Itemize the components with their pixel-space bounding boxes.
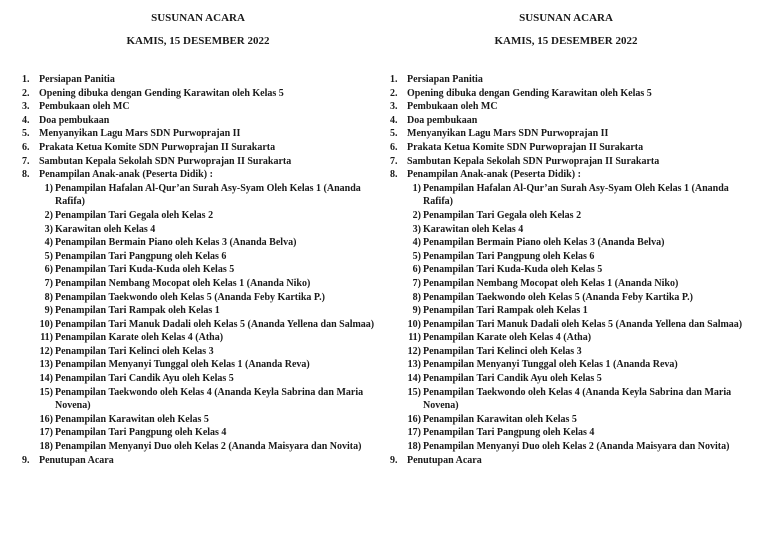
- agenda-item: [382, 73, 750, 87]
- subitem-text: Karawitan oleh Kelas 4: [55, 223, 156, 235]
- subitem-text: Penampilan Tari Manuk Dadali oleh Kelas 5 (Ananda Yellena dan Salmaa): [423, 318, 743, 330]
- agenda-item: [14, 155, 382, 169]
- subitem-number: 11): [408, 332, 421, 344]
- performance-item: [39, 236, 382, 250]
- performance-item: [407, 182, 750, 209]
- subitem-text: Penampilan Tari Candik Ayu oleh Kelas 5: [423, 373, 602, 385]
- document-date: KAMIS, 15 DESEMBER 2022: [494, 35, 638, 47]
- item-text: Doa pembukaan: [407, 114, 478, 126]
- performance-item: [407, 413, 750, 427]
- performance-item: [39, 318, 382, 332]
- performance-item: [407, 209, 750, 223]
- performance-item: [407, 358, 750, 372]
- subitem-number: 10): [39, 318, 53, 330]
- performance-item: [407, 223, 750, 237]
- agenda-item: [14, 100, 382, 114]
- agenda-item: [14, 141, 382, 155]
- subitem-text: Penampilan Hafalan Al-Qur’an Surah Asy-Syam Oleh Kelas 1 (Ananda Rafifa): [55, 182, 361, 208]
- agenda-item: [14, 114, 382, 128]
- item-number: 7.: [22, 155, 30, 167]
- subitem-text: Penampilan Taekwondo oleh Kelas 5 (Ananda Feby Kartika P.): [423, 291, 693, 303]
- performance-item: [39, 345, 382, 359]
- performance-item: [39, 209, 382, 223]
- subitem-text: Penampilan Tari Kuda-Kuda oleh Kelas 5: [423, 264, 603, 276]
- subitem-number: 10): [407, 318, 421, 330]
- agenda-item: [14, 127, 382, 141]
- performance-item: [407, 372, 750, 386]
- subitem-text: Penampilan Tari Pangpung oleh Kelas 4: [55, 427, 227, 439]
- subitem-number: 9): [44, 305, 53, 317]
- subitem-number: 16): [407, 413, 421, 425]
- subitem-text: Penampilan Nembang Mocopat oleh Kelas 1 (Ananda Niko): [423, 277, 679, 289]
- item-text: Sambutan Kepala Sekolah SDN Purwoprajan II Surakarta: [39, 155, 292, 167]
- agenda-list: [382, 73, 750, 467]
- subitem-number: 14): [407, 373, 421, 385]
- agenda-item: [382, 127, 750, 141]
- item-text: Sambutan Kepala Sekolah SDN Purwoprajan II Surakarta: [407, 155, 660, 167]
- item-number: 3.: [22, 101, 30, 113]
- performance-item: [407, 318, 750, 332]
- performance-item: [407, 277, 750, 291]
- subitem-number: 4): [412, 237, 421, 249]
- subitem-number: 6): [44, 264, 53, 276]
- item-number: 8.: [22, 169, 30, 181]
- item-text: Menyanyikan Lagu Mars SDN Purwoprajan II: [407, 128, 609, 140]
- performance-item: [407, 386, 750, 413]
- subitem-number: 8): [44, 291, 53, 303]
- subitem-text: Penampilan Tari Rampak oleh Kelas 1: [423, 305, 588, 317]
- subitem-text: Penampilan Taekwondo oleh Kelas 4 (Ananda Keyla Sabrina dan Maria Novena): [423, 386, 732, 412]
- subitem-text: Penampilan Menyanyi Duo oleh Kelas 2 (Ananda Maisyara dan Novita): [423, 441, 730, 453]
- performance-item: [407, 426, 750, 440]
- subitem-text: Penampilan Tari Candik Ayu oleh Kelas 5: [55, 373, 234, 385]
- subitem-number: 6): [412, 264, 421, 276]
- item-number: 6.: [22, 141, 30, 153]
- item-text: Penutupan Acara: [39, 454, 114, 466]
- subitem-text: Penampilan Nembang Mocopat oleh Kelas 1 (Ananda Niko): [55, 277, 311, 289]
- item-number: 1.: [22, 74, 30, 85]
- subitem-number: 13): [407, 359, 421, 371]
- item-number: 5.: [22, 128, 30, 140]
- performance-item: [39, 440, 382, 454]
- performance-item: [39, 372, 382, 386]
- performance-item: [39, 358, 382, 372]
- agenda-item: [14, 168, 382, 453]
- performance-item: [407, 304, 750, 318]
- item-text: Pembukaan oleh MC: [407, 101, 498, 113]
- item-text: Persiapan Panitia: [407, 74, 483, 85]
- subitem-text: Penampilan Tari Pangpung oleh Kelas 6: [423, 250, 595, 262]
- item-text: Opening dibuka dengan Gending Karawitan oleh Kelas 5: [39, 87, 284, 99]
- subitem-number: 15): [407, 386, 421, 398]
- subitem-number: 14): [39, 373, 53, 385]
- subitem-number: 11): [40, 332, 53, 344]
- item-number: 9.: [390, 454, 398, 466]
- performance-list: [39, 182, 382, 454]
- subitem-number: 12): [39, 345, 53, 357]
- subitem-number: 16): [39, 413, 53, 425]
- subitem-number: 3): [412, 223, 421, 235]
- item-number: 2.: [390, 87, 398, 99]
- performance-item: [39, 413, 382, 427]
- subitem-text: Penampilan Tari Pangpung oleh Kelas 4: [423, 427, 595, 439]
- subitem-number: 7): [44, 277, 53, 289]
- subitem-text: Penampilan Bermain Piano oleh Kelas 3 (Ananda Belva): [55, 237, 297, 249]
- subitem-number: 18): [39, 441, 53, 453]
- subitem-number: 4): [44, 237, 53, 249]
- performance-item: [39, 291, 382, 305]
- item-number: 9.: [22, 454, 30, 466]
- agenda-item: [382, 114, 750, 128]
- subitem-number: 17): [39, 427, 53, 439]
- agenda-item: [382, 454, 750, 468]
- performance-item: [39, 277, 382, 291]
- subitem-text: Penampilan Taekwondo oleh Kelas 4 (Ananda Keyla Sabrina dan Maria Novena): [55, 386, 364, 412]
- subitem-number: 3): [44, 223, 53, 235]
- subitem-text: Penampilan Tari Pangpung oleh Kelas 6: [55, 250, 227, 262]
- performance-item: [39, 331, 382, 345]
- item-number: 7.: [390, 155, 398, 167]
- subitem-text: Penampilan Tari Kuda-Kuda oleh Kelas 5: [55, 264, 235, 276]
- subitem-text: Penampilan Menyanyi Tunggal oleh Kelas 1 (Ananda Reva): [423, 359, 678, 371]
- item-text: Doa pembukaan: [39, 114, 110, 126]
- subitem-number: 5): [44, 250, 53, 262]
- subitem-text: Penampilan Menyanyi Tunggal oleh Kelas 1 (Ananda Reva): [55, 359, 310, 371]
- performance-item: [39, 426, 382, 440]
- document-title: SUSUNAN ACARA: [519, 12, 613, 24]
- agenda-item: [382, 155, 750, 169]
- subitem-text: Penampilan Bermain Piano oleh Kelas 3 (Ananda Belva): [423, 237, 665, 249]
- subitem-text: Karawitan oleh Kelas 4: [423, 223, 524, 235]
- performance-item: [407, 440, 750, 454]
- subitem-number: 1): [412, 182, 421, 194]
- document-date: KAMIS, 15 DESEMBER 2022: [126, 35, 270, 47]
- document-title: SUSUNAN ACARA: [151, 12, 245, 24]
- agenda-item: [382, 168, 750, 453]
- agenda-item: [14, 454, 382, 468]
- performance-item: [39, 263, 382, 277]
- subitem-text: Penampilan Karate oleh Kelas 4 (Atha): [55, 332, 224, 344]
- subitem-number: 2): [44, 209, 53, 221]
- item-text: Penampilan Anak-anak (Peserta Didik) :: [39, 169, 213, 181]
- performance-item: [39, 386, 382, 413]
- agenda-item: [14, 73, 382, 87]
- item-text: Persiapan Panitia: [39, 74, 115, 85]
- agenda-item: [382, 87, 750, 101]
- performance-item: [407, 236, 750, 250]
- subitem-text: Penampilan Tari Kelinci oleh Kelas 3: [423, 345, 582, 357]
- subitem-number: 18): [407, 441, 421, 453]
- subitem-number: 7): [412, 277, 421, 289]
- performance-item: [407, 291, 750, 305]
- item-number: 6.: [390, 141, 398, 153]
- item-number: 5.: [390, 128, 398, 140]
- subitem-number: 5): [412, 250, 421, 262]
- item-number: 4.: [390, 114, 398, 126]
- performance-item: [407, 345, 750, 359]
- item-text: Pembukaan oleh MC: [39, 101, 130, 113]
- subitem-text: Penampilan Tari Gegala oleh Kelas 2: [55, 209, 214, 221]
- subitem-text: Penampilan Tari Kelinci oleh Kelas 3: [55, 345, 214, 357]
- item-number: 3.: [390, 101, 398, 113]
- item-number: 2.: [22, 87, 30, 99]
- agenda-item: [382, 141, 750, 155]
- item-text: Opening dibuka dengan Gending Karawitan oleh Kelas 5: [407, 87, 652, 99]
- subitem-number: 2): [412, 209, 421, 221]
- item-text: Prakata Ketua Komite SDN Purwoprajan II Surakarta: [407, 141, 644, 153]
- performance-item: [39, 250, 382, 264]
- subitem-text: Penampilan Tari Rampak oleh Kelas 1: [55, 305, 220, 317]
- performance-item: [39, 304, 382, 318]
- item-text: Penampilan Anak-anak (Peserta Didik) :: [407, 169, 581, 181]
- agenda-item: [14, 87, 382, 101]
- agenda-list: [14, 73, 382, 467]
- item-text: Penutupan Acara: [407, 454, 482, 466]
- performance-item: [407, 263, 750, 277]
- subitem-number: 9): [412, 305, 421, 317]
- subitem-number: 13): [39, 359, 53, 371]
- subitem-number: 12): [407, 345, 421, 357]
- performance-list: [407, 182, 750, 454]
- item-text: Menyanyikan Lagu Mars SDN Purwoprajan II: [39, 128, 241, 140]
- subitem-text: Penampilan Karate oleh Kelas 4 (Atha): [423, 332, 592, 344]
- subitem-number: 17): [407, 427, 421, 439]
- subitem-number: 8): [412, 291, 421, 303]
- subitem-text: Penampilan Tari Gegala oleh Kelas 2: [423, 209, 582, 221]
- subitem-text: Penampilan Karawitan oleh Kelas 5: [55, 413, 209, 425]
- subitem-text: Penampilan Karawitan oleh Kelas 5: [423, 413, 577, 425]
- agenda-item: [382, 100, 750, 114]
- item-number: 4.: [22, 114, 30, 126]
- performance-item: [39, 182, 382, 209]
- performance-item: [407, 331, 750, 345]
- subitem-number: 15): [39, 386, 53, 398]
- performance-item: [407, 250, 750, 264]
- performance-item: [39, 223, 382, 237]
- subitem-text: Penampilan Menyanyi Duo oleh Kelas 2 (Ananda Maisyara dan Novita): [55, 441, 362, 453]
- subitem-number: 1): [44, 182, 53, 194]
- item-number: 1.: [390, 74, 398, 85]
- subitem-text: Penampilan Taekwondo oleh Kelas 5 (Ananda Feby Kartika P.): [55, 291, 325, 303]
- item-number: 8.: [390, 169, 398, 181]
- subitem-text: Penampilan Tari Manuk Dadali oleh Kelas 5 (Ananda Yellena dan Salmaa): [55, 318, 375, 330]
- item-text: Prakata Ketua Komite SDN Purwoprajan II Surakarta: [39, 141, 276, 153]
- subitem-text: Penampilan Hafalan Al-Qur’an Surah Asy-Syam Oleh Kelas 1 (Ananda Rafifa): [423, 182, 729, 208]
